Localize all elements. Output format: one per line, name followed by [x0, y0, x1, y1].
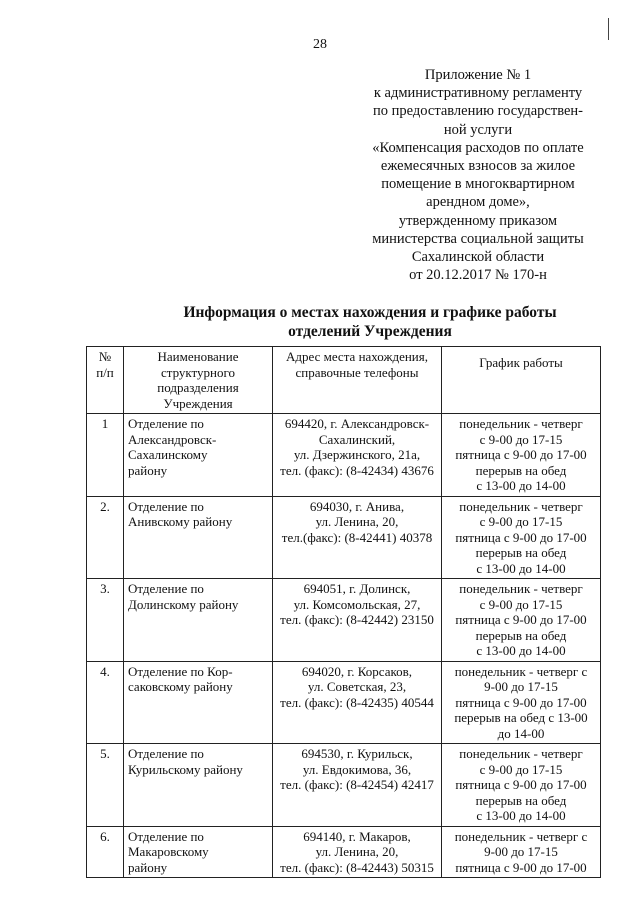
row-schedule: понедельник - четверг с 9-00 до 17-15 пятница с 9-00 до 17-00 перерыв на обед с 13-00 до 14-00 — [442, 496, 601, 579]
row-address: 694020, г. Корсаков, ул. Советская, 23, тел. (факс): (8-42435) 40544 — [273, 661, 442, 744]
row-num: 5. — [87, 744, 124, 827]
appendix-line: «Компенсация расходов по оплате — [372, 139, 584, 156]
appendix-line: Приложение № 1 — [424, 67, 532, 83]
appendix-line: министерства социальной защиты — [372, 230, 584, 247]
appendix-line: по предоставлению государствен- — [373, 103, 583, 120]
header-num: № п/п — [87, 347, 124, 414]
title-line: Информация о местах нахождения и графике работы — [183, 304, 557, 321]
table-row — [87, 496, 601, 579]
table-row — [87, 579, 601, 662]
row-name: Отделение по Анивскому району — [124, 496, 273, 579]
row-address: 694030, г. Анива, ул. Ленина, 20, тел.(факс): (8-42441) 40378 — [273, 496, 442, 579]
row-schedule: понедельник - четверг с 9-00 до 17-15 пятница с 9-00 до 17-00 перерыв на обед с 13-00 до 14-00 — [442, 414, 601, 497]
row-schedule: понедельник - четверг с 9-00 до 17-15 пятница с 9-00 до 17-00 перерыв на обед с 13-00 до 14-00 — [442, 661, 601, 744]
page-number: 28 — [313, 37, 327, 52]
row-num: 2. — [87, 496, 124, 579]
header-name: Наименование структурного подразделения Учреждения — [124, 347, 273, 414]
appendix-line: к административному регламенту — [373, 85, 583, 102]
branches-table — [86, 346, 601, 878]
appendix-line: ежемесячных взносов за жилое — [380, 158, 576, 175]
header-address: Адрес места нахождения, справочные телефоны — [273, 347, 442, 414]
title-line: отделений Учреждения — [288, 323, 452, 340]
row-address: 694140, г. Макаров, ул. Ленина, 20, тел. (факс): (8-42443) 50315 — [273, 826, 442, 878]
row-schedule: понедельник - четверг с 9-00 до 17-15 пятница с 9-00 до 17-00 перерыв на обед с 13-00 до 14-00 — [442, 579, 601, 662]
row-schedule: понедельник - четверг с 9-00 до 17-15 пятница с 9-00 до 17-00 — [442, 826, 601, 878]
row-num: 3. — [87, 579, 124, 662]
row-name: Отделение по Долинскому району — [124, 579, 273, 662]
table-row — [87, 744, 601, 827]
table-row — [87, 661, 601, 744]
row-name: Отделение по Кор- саковскому району — [124, 661, 273, 744]
row-num: 6. — [87, 826, 124, 878]
appendix-line: арендном доме», — [426, 194, 530, 211]
row-address: 694530, г. Курильск, ул. Евдокимова, 36, тел. (факс): (8-42454) 42417 — [273, 744, 442, 827]
appendix-line: от 20.12.2017 № 170-н — [409, 267, 547, 284]
table-row — [87, 826, 601, 878]
appendix-line: Сахалинской области — [411, 249, 545, 266]
row-name: Отделение по Курильскому району — [124, 744, 273, 827]
row-num: 1 — [87, 414, 124, 497]
table-header-row — [87, 347, 601, 414]
row-name: Отделение по Макаровскому району — [124, 826, 273, 878]
header-schedule: График работы — [442, 347, 601, 414]
row-address: 694420, г. Александровск- Сахалинский, ул. Дзержинского, 21а, тел. (факс): (8-42434) 43676 — [273, 414, 442, 497]
table-row — [87, 414, 601, 497]
row-address: 694051, г. Долинск, ул. Комсомольская, 27, тел. (факс): (8-42442) 23150 — [273, 579, 442, 662]
document-title — [140, 303, 600, 341]
appendix-line: утвержденному приказом — [398, 212, 558, 229]
row-schedule: понедельник - четверг с 9-00 до 17-15 пятница с 9-00 до 17-00 перерыв на обед с 13-00 до 14-00 — [442, 744, 601, 827]
row-num: 4. — [87, 661, 124, 744]
appendix-block — [344, 66, 612, 284]
row-name: Отделение по Александровск- Сахалинскому району — [124, 414, 273, 497]
appendix-line: помещение в многоквартирном — [381, 176, 575, 193]
appendix-line: ной услуги — [443, 121, 513, 138]
